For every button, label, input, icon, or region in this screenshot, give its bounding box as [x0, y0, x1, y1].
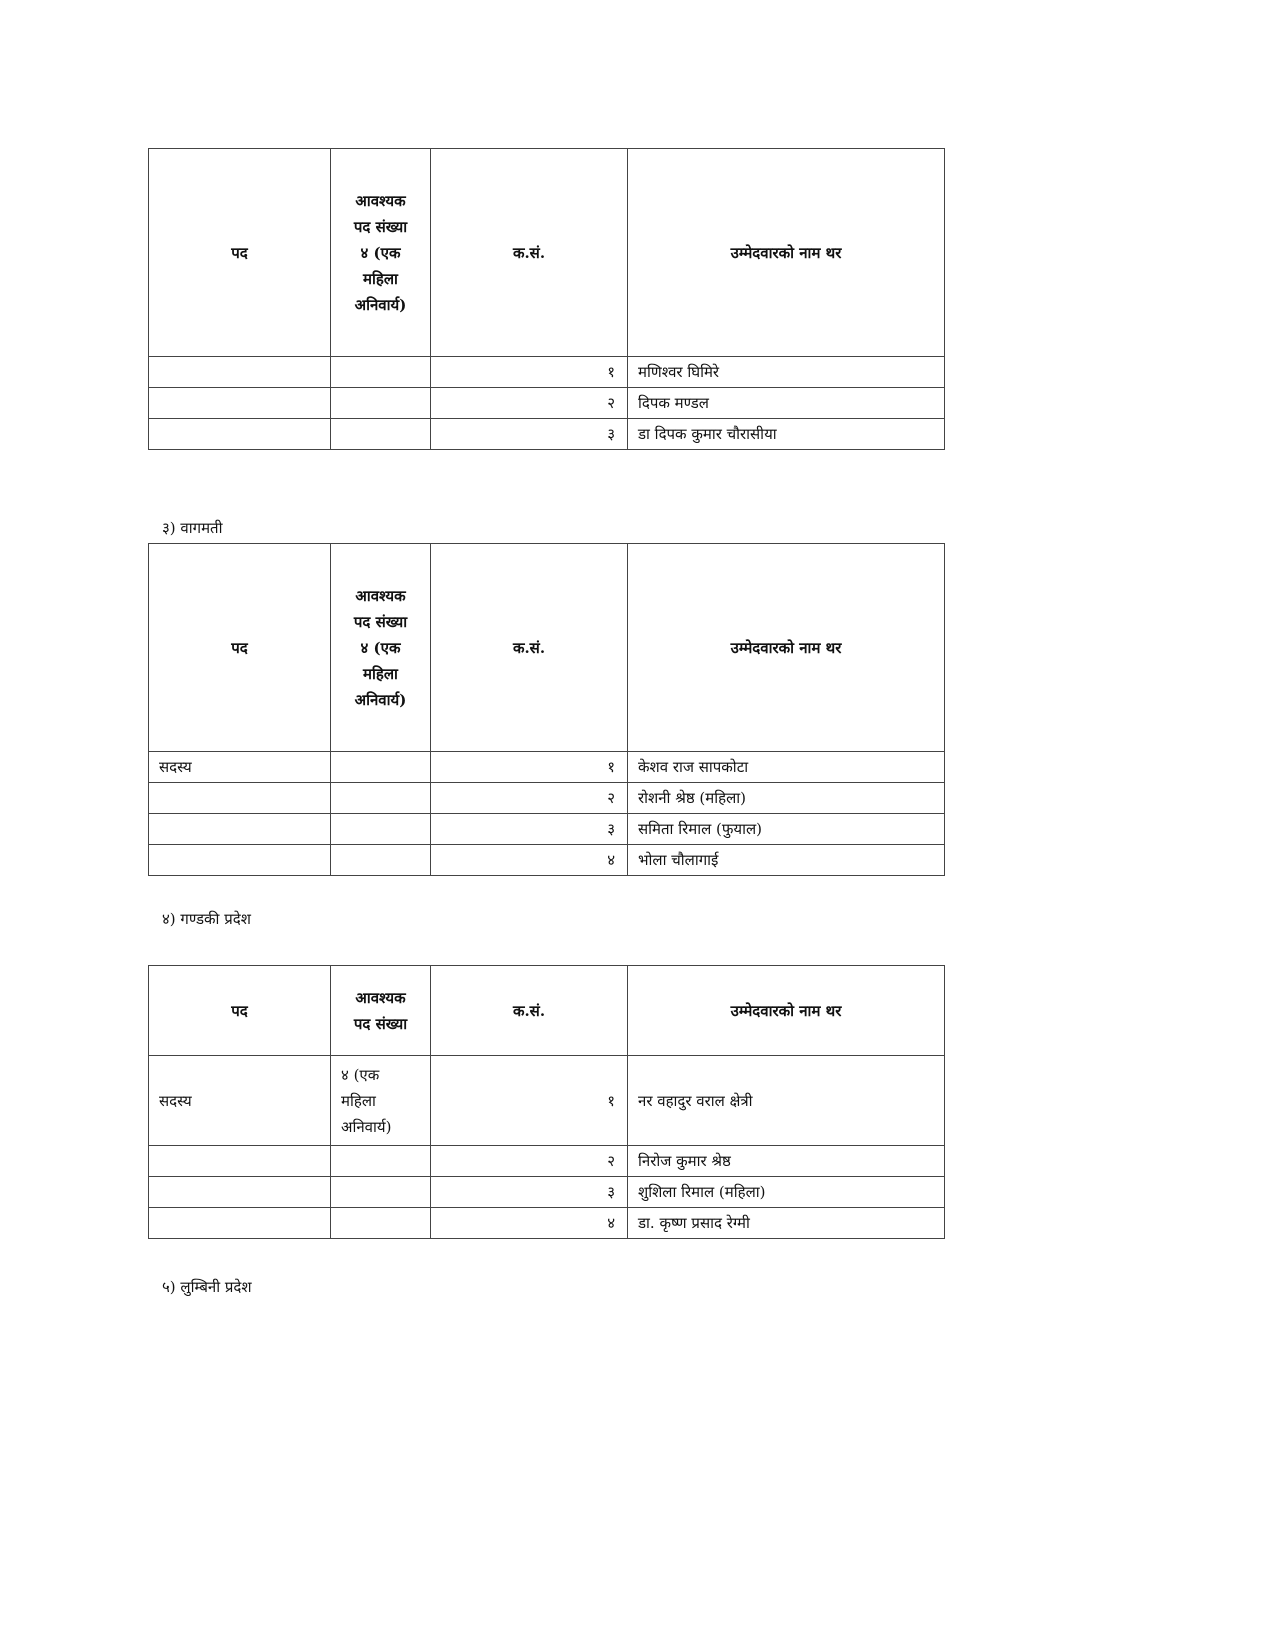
cell-required	[331, 1146, 431, 1177]
cell-required	[331, 388, 431, 419]
table-row	[149, 1146, 945, 1177]
cell-serial: १	[431, 752, 628, 783]
cell-required	[331, 419, 431, 450]
cell-candidate-name: केशव राज सापकोटा	[628, 752, 945, 783]
header-post: पद	[149, 966, 331, 1056]
section-caption-lumbini: ५) लुम्बिनी प्रदेश	[162, 1278, 252, 1296]
header-required-posts: आवश्यक पद संख्या	[331, 966, 431, 1056]
table-header-row	[149, 149, 945, 357]
cell-serial: ४	[431, 845, 628, 876]
table-row	[149, 752, 945, 783]
cell-post	[149, 1208, 331, 1239]
cell-serial: ३	[431, 814, 628, 845]
cell-required: ४ (एक महिला अनिवार्य)	[331, 1056, 431, 1146]
cell-candidate-name: नर वहादुर वराल क्षेत्री	[628, 1056, 945, 1146]
cell-required	[331, 357, 431, 388]
header-serial-number: क.सं.	[431, 544, 628, 752]
cell-post	[149, 1146, 331, 1177]
cell-candidate-name: डा. कृष्ण प्रसाद रेग्मी	[628, 1208, 945, 1239]
cell-candidate-name: दिपक मण्डल	[628, 388, 945, 419]
cell-serial: १	[431, 1056, 628, 1146]
header-post: पद	[149, 544, 331, 752]
cell-candidate-name: रोशनी श्रेष्ठ (महिला)	[628, 783, 945, 814]
cell-serial: ३	[431, 419, 628, 450]
table-row	[149, 814, 945, 845]
header-required-posts: आवश्यक पद संख्या ४ (एक महिला अनिवार्य)	[331, 544, 431, 752]
table-row	[149, 1208, 945, 1239]
header-serial-number: क.सं.	[431, 149, 628, 357]
cell-post: सदस्य	[149, 1056, 331, 1146]
cell-required	[331, 752, 431, 783]
cell-candidate-name: समिता रिमाल (फुयाल)	[628, 814, 945, 845]
section-caption-gandaki: ४) गण्डकी प्रदेश	[162, 910, 251, 928]
cell-candidate-name: डा दिपक कुमार चौरासीया	[628, 419, 945, 450]
table-row	[149, 357, 945, 388]
table-header-row	[149, 544, 945, 752]
header-serial-number: क.सं.	[431, 966, 628, 1056]
cell-serial: १	[431, 357, 628, 388]
cell-candidate-name: मणिश्वर घिमिरे	[628, 357, 945, 388]
cell-post	[149, 783, 331, 814]
cell-serial: २	[431, 388, 628, 419]
table-row	[149, 388, 945, 419]
table-row	[149, 419, 945, 450]
cell-serial: २	[431, 783, 628, 814]
cell-required	[331, 783, 431, 814]
header-candidate-name: उम्मेदवारको नाम थर	[628, 544, 945, 752]
header-candidate-name: उम्मेदवारको नाम थर	[628, 149, 945, 357]
cell-post	[149, 357, 331, 388]
cell-post	[149, 388, 331, 419]
cell-post	[149, 845, 331, 876]
table-row	[149, 783, 945, 814]
header-required-posts: आवश्यक पद संख्या ४ (एक महिला अनिवार्य)	[331, 149, 431, 357]
cell-post	[149, 419, 331, 450]
cell-required	[331, 1208, 431, 1239]
cell-serial: ४	[431, 1208, 628, 1239]
cell-required	[331, 814, 431, 845]
section-caption-bagmati: ३) वागमती	[162, 519, 223, 537]
cell-post	[149, 814, 331, 845]
cell-serial: २	[431, 1146, 628, 1177]
cell-candidate-name: शुशिला रिमाल (महिला)	[628, 1177, 945, 1208]
header-post: पद	[149, 149, 331, 357]
cell-post	[149, 1177, 331, 1208]
cell-serial: ३	[431, 1177, 628, 1208]
candidate-table-1	[148, 148, 945, 450]
cell-candidate-name: निरोज कुमार श्रेष्ठ	[628, 1146, 945, 1177]
cell-candidate-name: भोला चौलागाई	[628, 845, 945, 876]
candidate-table-3	[148, 965, 945, 1239]
cell-required	[331, 1177, 431, 1208]
header-candidate-name: उम्मेदवारको नाम थर	[628, 966, 945, 1056]
table-row	[149, 1056, 945, 1146]
cell-required	[331, 845, 431, 876]
cell-post: सदस्य	[149, 752, 331, 783]
candidate-table-2	[148, 543, 945, 876]
table-row	[149, 845, 945, 876]
table-row	[149, 1177, 945, 1208]
table-header-row	[149, 966, 945, 1056]
